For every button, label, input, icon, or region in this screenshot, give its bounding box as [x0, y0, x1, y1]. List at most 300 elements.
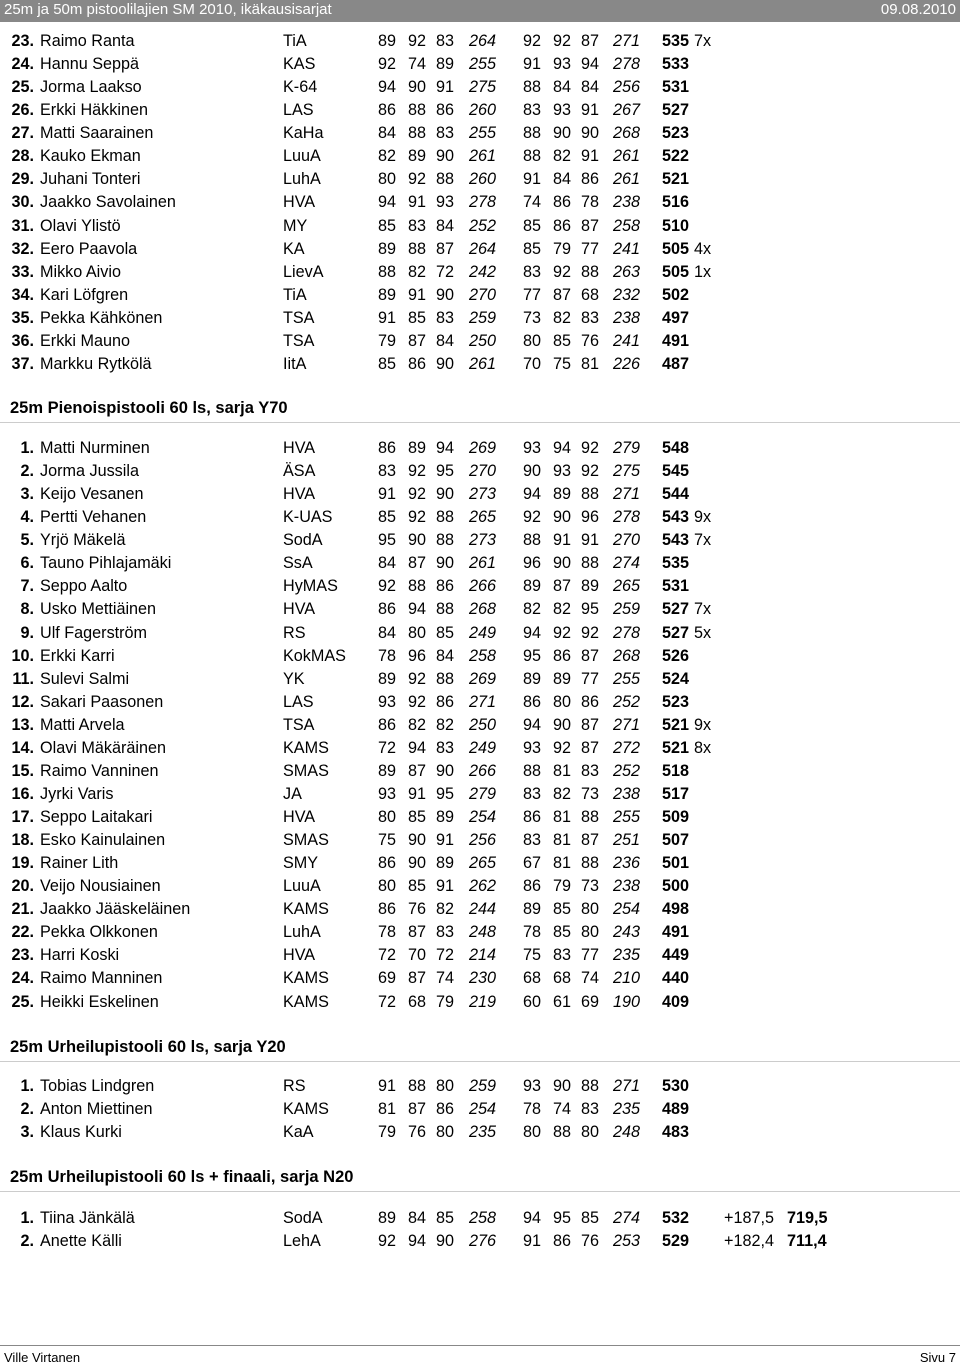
series-score: 70	[408, 946, 427, 965]
series-score: 83	[523, 784, 542, 803]
series-score: 86	[378, 854, 397, 873]
series-score: 78	[581, 193, 600, 212]
result-row	[0, 168, 960, 191]
result-row	[0, 99, 960, 122]
club: HVA	[283, 193, 316, 212]
subtotal: 261	[469, 147, 497, 166]
shooter-name: Jaakko Jääskeläinen	[40, 900, 191, 919]
total-score: 505	[662, 262, 690, 281]
club: KAMS	[283, 992, 329, 1011]
result-row	[0, 991, 960, 1014]
rank: 28.	[11, 147, 34, 166]
series-score: 92	[553, 32, 572, 50]
series-score: 80	[378, 170, 397, 189]
subtotal: 258	[469, 1209, 497, 1227]
series-score: 94	[523, 623, 542, 642]
subtotal: 276	[469, 1232, 497, 1251]
series-score: 92	[408, 170, 427, 189]
shooter-name: Juhani Tonteri	[40, 170, 141, 189]
series-score: 87	[581, 715, 600, 734]
total-score: 502	[662, 285, 690, 304]
subtotal: 266	[469, 577, 497, 596]
series-score: 89	[378, 669, 397, 688]
series-score: 86	[523, 808, 542, 826]
page-number: Sivu 7	[919, 1350, 956, 1365]
series-score: 88	[581, 1077, 600, 1095]
result-row	[0, 852, 960, 875]
series-score: 93	[553, 462, 572, 481]
rank: 34.	[11, 285, 34, 304]
series-score: 84	[378, 124, 397, 143]
series-score: 80	[523, 1123, 542, 1142]
series-score: 86	[378, 600, 397, 619]
result-row	[0, 261, 960, 284]
series-score: 89	[436, 854, 455, 873]
club: TiA	[283, 32, 307, 50]
result-row	[0, 552, 960, 575]
series-score: 84	[378, 554, 397, 573]
total-score: 524	[662, 669, 690, 688]
series-score: 87	[581, 32, 600, 50]
series-score: 88	[436, 531, 455, 550]
rank: 5.	[20, 531, 34, 550]
shooter-name: Tobias Lindgren	[40, 1077, 155, 1095]
series-score: 74	[581, 969, 600, 988]
results-section-y70	[0, 437, 960, 1014]
series-score: 87	[581, 646, 600, 665]
shooter-name: Markku Rytkölä	[40, 354, 152, 373]
subtotal: 238	[613, 877, 641, 896]
series-score: 83	[436, 124, 455, 143]
result-row	[0, 898, 960, 921]
subtotal: 254	[469, 808, 497, 826]
series-score: 85	[408, 877, 427, 896]
series-score: 86	[553, 216, 572, 235]
rank: 25.	[11, 78, 34, 97]
rank: 16.	[11, 784, 34, 803]
series-score: 84	[436, 216, 455, 235]
total-score: 440	[662, 969, 690, 988]
result-row	[0, 921, 960, 944]
series-score: 91	[378, 485, 397, 504]
club: KaA	[283, 1123, 314, 1142]
club: KaHa	[283, 124, 324, 143]
subtotal: 271	[469, 692, 497, 711]
shooter-name: Olavi Ylistö	[40, 216, 121, 235]
rank: 26.	[11, 101, 34, 120]
series-score: 67	[523, 854, 542, 873]
total-score: 483	[662, 1123, 690, 1142]
series-score: 73	[581, 784, 600, 803]
series-score: 89	[408, 439, 427, 457]
result-row	[0, 529, 960, 552]
inner-tens: 7x	[694, 531, 712, 550]
subtotal: 268	[613, 124, 641, 143]
shooter-name: Matti Saarainen	[40, 124, 154, 143]
club: MY	[283, 216, 308, 235]
series-score: 80	[581, 923, 600, 942]
subtotal: 261	[469, 354, 497, 373]
series-score: 80	[581, 900, 600, 919]
club: HVA	[283, 600, 316, 619]
club: LuuA	[283, 147, 321, 166]
series-score: 83	[553, 946, 572, 965]
series-score: 88	[436, 600, 455, 619]
series-score: 88	[523, 531, 542, 550]
series-score: 89	[378, 1209, 397, 1227]
subtotal: 248	[613, 1123, 641, 1142]
subtotal: 252	[613, 692, 641, 711]
series-score: 87	[408, 969, 427, 988]
shooter-name: Eero Paavola	[40, 239, 138, 258]
subtotal: 190	[613, 992, 641, 1011]
club: K-UAS	[283, 508, 333, 527]
rank: 27.	[11, 124, 34, 143]
result-row	[0, 829, 960, 852]
subtotal: 259	[613, 600, 641, 619]
series-score: 86	[436, 1100, 455, 1119]
series-score: 92	[553, 623, 572, 642]
subtotal: 275	[469, 78, 497, 97]
subtotal: 252	[469, 216, 497, 235]
subtotal: 255	[613, 808, 641, 826]
series-score: 83	[436, 308, 455, 327]
shooter-name: Erkki Karri	[40, 646, 115, 665]
series-score: 83	[523, 262, 542, 281]
club: HVA	[283, 946, 316, 965]
rank: 25.	[11, 992, 34, 1011]
rank: 35.	[11, 308, 34, 327]
inner-tens: 4x	[694, 239, 712, 258]
total-score: 531	[662, 78, 690, 97]
series-score: 78	[523, 923, 542, 942]
page-header	[0, 0, 960, 22]
rank: 22.	[11, 923, 34, 942]
result-row	[0, 875, 960, 898]
series-score: 91	[378, 308, 397, 327]
total-score: 497	[662, 308, 690, 327]
series-score: 75	[523, 946, 542, 965]
total-score: 510	[662, 216, 690, 235]
subtotal: 230	[469, 969, 497, 988]
series-score: 85	[553, 331, 572, 350]
subtotal: 278	[613, 508, 641, 527]
shooter-name: Rainer Lith	[40, 854, 119, 873]
series-score: 90	[408, 531, 427, 550]
subtotal: 264	[469, 32, 497, 50]
series-score: 86	[436, 577, 455, 596]
total-score: 507	[662, 831, 690, 850]
series-score: 89	[523, 900, 542, 919]
shooter-name: Anton Miettinen	[40, 1100, 153, 1119]
series-score: 90	[408, 78, 427, 97]
series-score: 91	[581, 147, 600, 166]
document-title: 25m ja 50m pistoolilajien SM 2010, ikäkausisarjat	[4, 1, 332, 18]
result-row	[0, 330, 960, 353]
club: TSA	[283, 715, 315, 734]
shooter-name: Kari Löfgren	[40, 285, 129, 304]
subtotal: 273	[469, 531, 497, 550]
series-score: 86	[581, 170, 600, 189]
total-score: 530	[662, 1077, 690, 1095]
series-score: 75	[553, 354, 572, 373]
series-score: 78	[523, 1100, 542, 1119]
rank: 8.	[20, 600, 34, 619]
shooter-name: Heikki Eskelinen	[40, 992, 159, 1011]
total-score: 449	[662, 946, 690, 965]
series-score: 92	[378, 55, 397, 74]
series-score: 95	[523, 646, 542, 665]
series-score: 88	[378, 262, 397, 281]
total-score: 548	[662, 439, 690, 457]
result-row	[0, 76, 960, 99]
total-score: 527	[662, 623, 690, 642]
series-score: 72	[378, 946, 397, 965]
series-score: 90	[408, 854, 427, 873]
subtotal: 235	[613, 946, 641, 965]
rank: 24.	[11, 969, 34, 988]
series-score: 88	[581, 854, 600, 873]
series-score: 88	[436, 669, 455, 688]
club: KAMS	[283, 900, 329, 919]
shooter-name: Tauno Pihlajamäki	[40, 554, 172, 573]
total-score: 409	[662, 992, 690, 1011]
series-score: 68	[523, 969, 542, 988]
club: RS	[283, 1077, 306, 1095]
club: IitA	[283, 354, 307, 373]
result-row	[0, 53, 960, 76]
total-score: 518	[662, 761, 690, 780]
club: ÄSA	[283, 462, 316, 481]
series-score: 85	[523, 216, 542, 235]
series-score: 91	[408, 193, 427, 212]
result-row	[0, 645, 960, 668]
series-score: 73	[523, 308, 542, 327]
club: TSA	[283, 308, 315, 327]
total-score: 489	[662, 1100, 690, 1119]
series-score: 61	[553, 992, 572, 1011]
total-score: 523	[662, 692, 690, 711]
series-score: 68	[553, 969, 572, 988]
series-score: 88	[581, 554, 600, 573]
series-score: 89	[523, 577, 542, 596]
inner-tens: 9x	[694, 715, 712, 734]
club: KAMS	[283, 969, 329, 988]
series-score: 89	[436, 55, 455, 74]
series-score: 91	[553, 531, 572, 550]
subtotal: 253	[613, 1232, 641, 1251]
subtotal: 241	[613, 331, 641, 350]
series-score: 87	[408, 923, 427, 942]
shooter-name: Raimo Vanninen	[40, 761, 159, 780]
series-score: 79	[553, 239, 572, 258]
subtotal: 238	[613, 193, 641, 212]
club: HVA	[283, 439, 316, 457]
series-score: 91	[523, 170, 542, 189]
series-score: 82	[553, 308, 572, 327]
result-row	[0, 145, 960, 168]
shooter-name: Raimo Manninen	[40, 969, 163, 988]
series-score: 93	[378, 692, 397, 711]
series-score: 85	[378, 354, 397, 373]
rank: 7.	[20, 577, 34, 596]
subtotal: 261	[613, 170, 641, 189]
series-score: 84	[378, 623, 397, 642]
rank: 2.	[20, 1100, 34, 1119]
series-score: 80	[523, 331, 542, 350]
series-score: 85	[436, 1209, 455, 1227]
subtotal: 278	[613, 55, 641, 74]
series-score: 87	[408, 761, 427, 780]
subtotal: 270	[613, 531, 641, 550]
series-score: 83	[436, 32, 455, 50]
club: LievA	[283, 262, 324, 281]
series-score: 85	[408, 808, 427, 826]
subtotal: 214	[469, 946, 497, 965]
subtotal: 274	[613, 554, 641, 573]
series-score: 90	[436, 554, 455, 573]
series-score: 86	[523, 692, 542, 711]
series-score: 80	[436, 1077, 455, 1095]
series-score: 92	[581, 439, 600, 457]
series-score: 92	[523, 508, 542, 527]
series-score: 93	[523, 1077, 542, 1095]
club: SMY	[283, 854, 319, 873]
club: KA	[283, 239, 305, 258]
series-score: 70	[523, 354, 542, 373]
series-score: 94	[581, 55, 600, 74]
rank: 3.	[20, 1123, 34, 1142]
subtotal: 274	[613, 1209, 641, 1227]
subtotal: 251	[613, 831, 641, 850]
subtotal: 270	[469, 285, 497, 304]
results-section-0	[0, 30, 960, 376]
document-date: 09.08.2010	[880, 1, 956, 18]
series-score: 88	[581, 485, 600, 504]
inner-tens: 7x	[694, 32, 712, 50]
shooter-name: Keijo Vesanen	[40, 485, 144, 504]
shooter-name: Matti Arvela	[40, 715, 125, 734]
rank: 36.	[11, 331, 34, 350]
subtotal: 259	[469, 1077, 497, 1095]
series-score: 91	[523, 1232, 542, 1251]
subtotal: 261	[613, 147, 641, 166]
series-score: 94	[378, 193, 397, 212]
total-score: 509	[662, 808, 690, 826]
series-score: 95	[581, 600, 600, 619]
club: LAS	[283, 101, 314, 120]
series-score: 86	[553, 1232, 572, 1251]
subtotal: 255	[469, 124, 497, 143]
series-score: 86	[378, 900, 397, 919]
series-score: 82	[436, 900, 455, 919]
series-score: 68	[408, 992, 427, 1011]
club: SodA	[283, 1209, 323, 1227]
club: YK	[283, 669, 305, 688]
series-score: 73	[581, 877, 600, 896]
series-score: 92	[378, 577, 397, 596]
series-score: 92	[408, 485, 427, 504]
series-score: 87	[581, 216, 600, 235]
series-score: 77	[523, 285, 542, 304]
subtotal: 264	[469, 239, 497, 258]
result-row	[0, 1121, 960, 1144]
rank: 12.	[11, 692, 34, 711]
subtotal: 270	[469, 462, 497, 481]
series-score: 91	[408, 285, 427, 304]
shooter-name: Yrjö Mäkelä	[40, 531, 126, 550]
series-score: 86	[436, 101, 455, 120]
final-total: 719,5	[787, 1209, 828, 1227]
total-score: 532	[662, 1209, 690, 1227]
rank: 14.	[11, 738, 34, 757]
series-score: 81	[553, 808, 572, 826]
series-score: 92	[408, 692, 427, 711]
series-score: 79	[436, 992, 455, 1011]
total-score: 487	[662, 354, 690, 373]
subtotal: 219	[469, 992, 497, 1011]
series-score: 78	[378, 646, 397, 665]
series-score: 80	[378, 808, 397, 826]
result-row	[0, 691, 960, 714]
subtotal: 238	[613, 784, 641, 803]
subtotal: 242	[469, 262, 497, 281]
series-score: 87	[553, 285, 572, 304]
total-score: 543	[662, 531, 690, 550]
rank: 37.	[11, 354, 34, 373]
series-score: 83	[581, 761, 600, 780]
series-score: 86	[581, 692, 600, 711]
shooter-name: Erkki Mauno	[40, 331, 130, 350]
series-score: 92	[408, 669, 427, 688]
series-score: 88	[436, 508, 455, 527]
series-score: 91	[378, 1077, 397, 1095]
series-score: 83	[523, 831, 542, 850]
result-row	[0, 1230, 960, 1253]
shooter-name: Pertti Vehanen	[40, 508, 147, 527]
series-score: 88	[408, 577, 427, 596]
shooter-name: Esko Kainulainen	[40, 831, 166, 850]
total-score: 543	[662, 508, 690, 527]
club: KAS	[283, 55, 316, 74]
total-score: 533	[662, 55, 690, 74]
series-score: 76	[581, 1232, 600, 1251]
shooter-name: Tiina Jänkälä	[40, 1209, 135, 1227]
inner-tens: 7x	[694, 600, 712, 619]
series-score: 89	[378, 285, 397, 304]
series-score: 72	[436, 262, 455, 281]
shooter-name: Usko Mettiäinen	[40, 600, 157, 619]
total-score: 527	[662, 101, 690, 120]
total-score: 501	[662, 854, 690, 873]
series-score: 89	[436, 808, 455, 826]
results-section-y20	[0, 1075, 960, 1144]
series-score: 91	[523, 55, 542, 74]
series-score: 82	[553, 600, 572, 619]
series-score: 74	[553, 1100, 572, 1119]
result-row	[0, 191, 960, 214]
series-score: 72	[378, 992, 397, 1011]
series-score: 76	[408, 1123, 427, 1142]
subtotal: 269	[469, 669, 497, 688]
series-score: 89	[553, 669, 572, 688]
subtotal: 261	[469, 554, 497, 573]
total-score: 521	[662, 715, 690, 734]
subtotal: 235	[469, 1123, 497, 1142]
rank: 21.	[11, 900, 34, 919]
section-title-n20	[0, 1167, 960, 1192]
series-score: 87	[436, 239, 455, 258]
